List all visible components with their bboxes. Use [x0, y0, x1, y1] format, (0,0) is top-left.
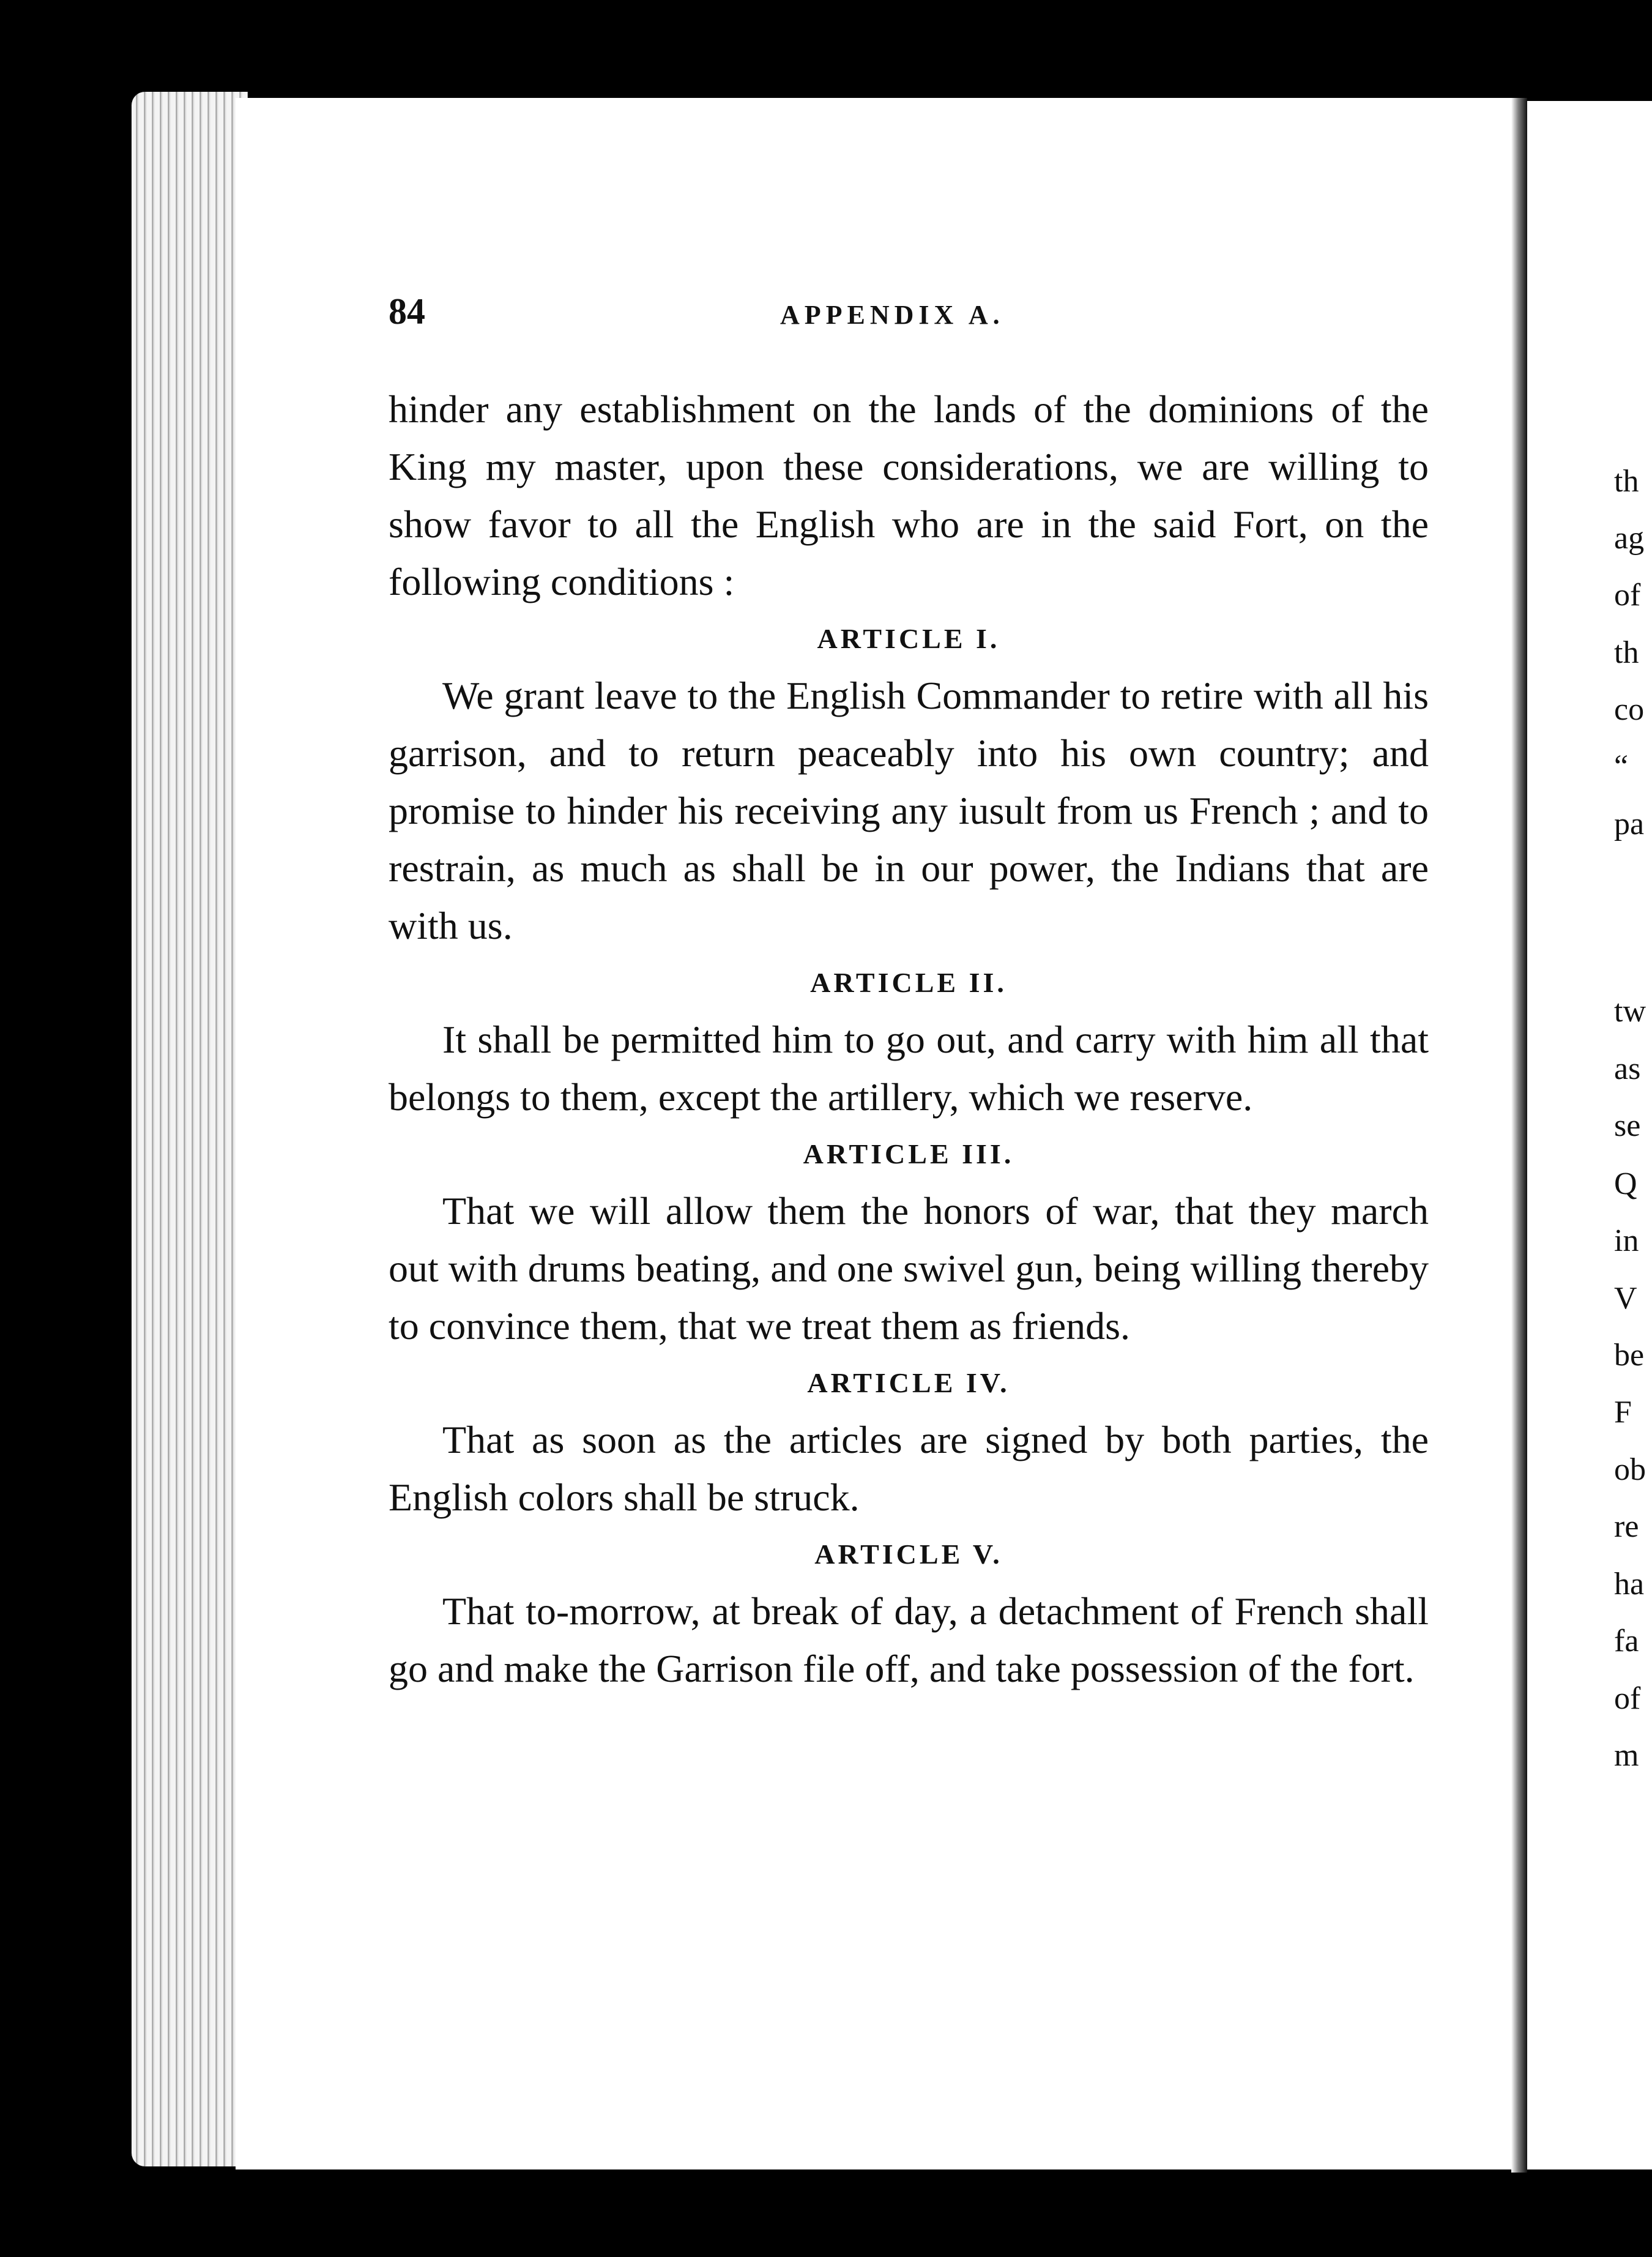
page-edges	[132, 92, 248, 2166]
opening-paragraph: hinder any establishment on the lands of the dominions of the King my master, upon these considerations, we are willing to show favor to all the English who are in the said Fort, on the following conditions :	[389, 387, 1429, 603]
facing-fragment: th	[1614, 635, 1639, 670]
facing-fragment: ob	[1614, 1452, 1646, 1487]
running-head: APPENDIX A.	[780, 300, 1005, 330]
facing-fragment: of	[1614, 1681, 1641, 1716]
article-text: It shall be permitted him to go out, and carry with him all that belongs to them, except the artillery, which we reserve.	[389, 1018, 1429, 1119]
article-text: That we will allow them the honors of war, that they march out with drums beating, and one swivel gun, being willing thereby to convince them, that we treat them as friends.	[389, 1189, 1429, 1348]
facing-fragment: re	[1614, 1509, 1639, 1544]
article-heading: ARTICLE I.	[817, 623, 1000, 654]
facing-fragment: ag	[1614, 521, 1645, 556]
article-heading: ARTICLE IV.	[807, 1367, 1010, 1398]
article-text: We grant leave to the English Commander to retire with all his garrison, and to return peaceably into his own country; and promise to hinder his receiving any iusult from us French ; and to restrain, as much as shall be in our power, the Indians that are with us.	[389, 674, 1429, 947]
article-heading: ARTICLE III.	[803, 1138, 1014, 1170]
facing-fragment: be	[1614, 1338, 1645, 1373]
facing-fragment: m	[1614, 1738, 1639, 1773]
facing-fragment: as	[1614, 1051, 1641, 1086]
page-header	[389, 291, 1429, 340]
page-number: 84	[389, 291, 425, 332]
facing-fragment: co	[1614, 692, 1645, 727]
article-text: That to-morrow, at break of day, a detachment of French shall go and make the Garrison file off, and take possession of the fort.	[389, 1589, 1429, 1690]
facing-fragment: pa	[1614, 807, 1645, 841]
page-body	[389, 381, 1429, 1698]
article-heading: ARTICLE V.	[814, 1539, 1003, 1570]
book-gutter	[1511, 98, 1527, 2173]
facing-fragment: V	[1614, 1281, 1637, 1316]
article-heading: ARTICLE II.	[810, 967, 1007, 998]
facing-fragment: th	[1614, 464, 1639, 499]
facing-fragment: of	[1614, 578, 1641, 613]
facing-fragment: tw	[1614, 994, 1646, 1029]
facing-fragment: fa	[1614, 1624, 1639, 1658]
facing-fragment: F	[1614, 1395, 1632, 1430]
facing-fragment: ha	[1614, 1567, 1645, 1602]
facing-fragment: se	[1614, 1108, 1641, 1143]
facing-page	[1527, 101, 1652, 2169]
facing-fragment: in	[1614, 1223, 1639, 1258]
facing-fragment: “	[1614, 749, 1629, 784]
article-text: That as soon as the articles are signed by both parties, the English colors shall be struck.	[389, 1418, 1429, 1519]
facing-fragment: Q	[1614, 1166, 1637, 1201]
